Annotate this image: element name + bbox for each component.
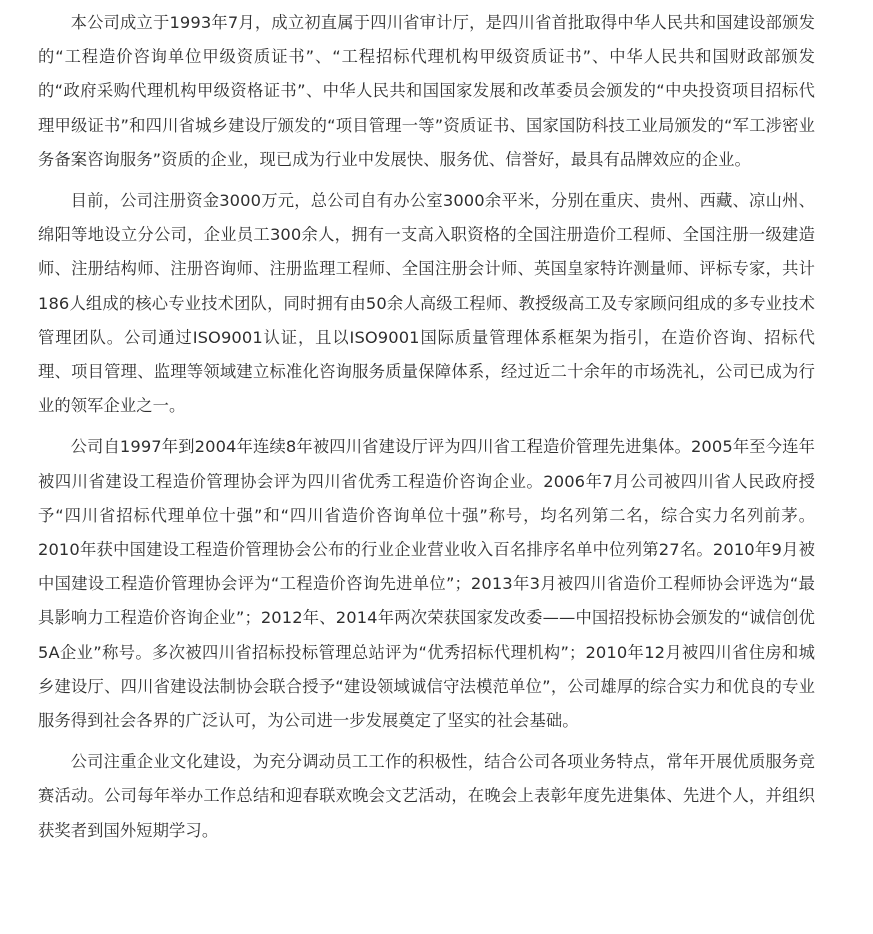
paragraph-company-culture: 公司注重企业文化建设，为充分调动员工工作的积极性，结合公司各项业务特点，常年开展优质服务竞赛活动。公司每年举办工作总结和迎春联欢晚会文艺活动，在晚会上表彰年度先进集体、先进个人，并组织获奖者到国外短期学习。 xyxy=(38,752,815,840)
paragraph-company-scale: 目前，公司注册资金3000万元，总公司自有办公室3000余平米，分别在重庆、贵州、西藏、凉山州、绵阳等地设立分公司，企业员工300余人，拥有一支高入职资格的全国注册造价工程师、全国注册一级建造师、注册结构师、注册咨询师、注册监理工程师、全国注册会计师、英国皇家特许测量师、评标专家，共计186人组成的核心专业技术团队，同时拥有由50余人高级工程师、教授级高工及专家顾问组成的多专业技术管理团队。公司通过ISO9001认证，且以ISO9001国际质量管理体系框架为指引，在造价咨询、招标代理、项目管理、监理等领域建立标准化咨询服务质量保障体系，经过近二十余年的市场洗礼，公司已成为行业的领军企业之一。 xyxy=(38,191,815,416)
paragraph-company-honors: 公司自1997年到2004年连续8年被四川省建设厅评为四川省工程造价管理先进集体。2005年至今连年被四川省建设工程造价管理协会评为四川省优秀工程造价咨询企业。2006年7月公司被四川省人民政府授予“四川省招标代理单位十强”和“四川省造价咨询单位十强”称号，均名列第二名，综合实力名列前茅。2010年获中国建设工程造价管理协会公布的行业企业营业收入百名排序名单中位列第27名。2010年9月被中国建设工程造价管理协会评为“工程造价咨询先进单位”；2013年3月被四川省造价工程师协会评选为“最具影响力工程造价咨询企业”；2012年、2014年两次荣获国家发改委——中国招投标协会颁发的“诚信创优5A企业”称号。多次被四川省招标投标管理总站评为“优秀招标代理机构”；2010年12月被四川省住房和城乡建设厅、四川省建设法制协会联合授予“建设领域诚信守法模范单位”，公司雄厚的综合实力和优良的专业服务得到社会各界的广泛认可，为公司进一步发展奠定了坚实的社会基础。 xyxy=(38,437,815,731)
paragraph-company-founding: 本公司成立于1993年7月，成立初直属于四川省审计厅，是四川省首批取得中华人民共和国建设部颁发的“工程造价咨询单位甲级资质证书”、“工程招标代理机构甲级资质证书”、中华人民共和国财政部颁发的“政府采购代理机构甲级资格证书”、中华人民共和国国家发展和改革委员会颁发的“中央投资项目招标代理甲级证书”和四川省城乡建设厅颁发的“项目管理一等”资质证书、国家国防科技工业局颁发的“军工涉密业务备案咨询服务”资质的企业，现已成为行业中发展快、服务优、信誉好，最具有品牌效应的企业。 xyxy=(38,13,815,169)
